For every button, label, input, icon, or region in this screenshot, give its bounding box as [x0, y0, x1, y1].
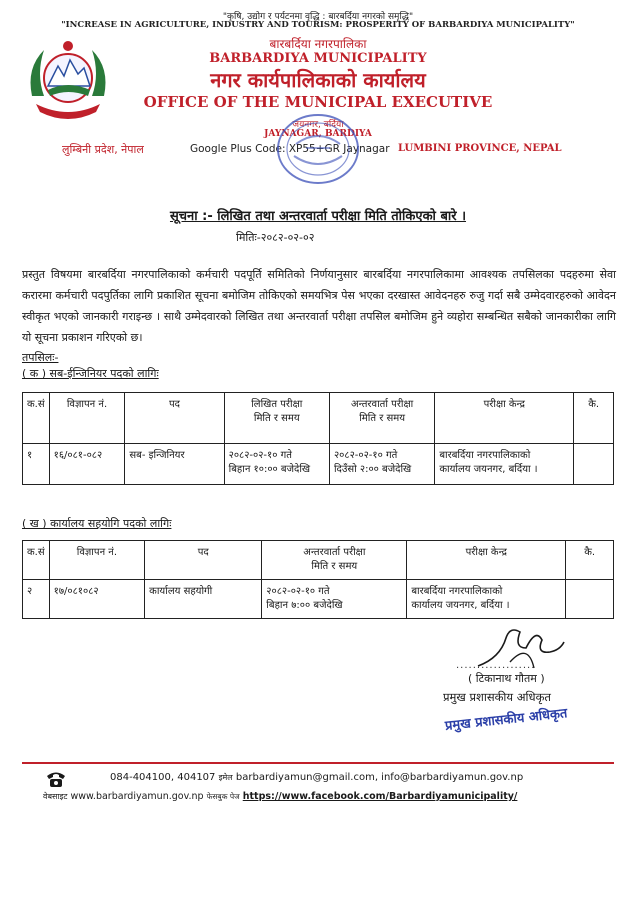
- section-b-heading: ( ख ) कार्यालय सहयोगि पदको लागिः: [22, 517, 172, 530]
- footer-email[interactable]: barbardiyamun@gmail.com, info@barbardiyamun.gov.np: [235, 772, 524, 783]
- cell-post: कार्यालय सहयोगी: [145, 580, 262, 619]
- slogan-english: "INCREASE IN AGRICULTURE, INDUSTRY AND TOURISM: PROSPERITY OF BARBARDIYA MUNICIPALITY": [61, 20, 575, 30]
- footer-email-label: इमेल: [218, 773, 233, 782]
- col-sn: क.सं: [23, 393, 50, 444]
- slogan-nepali: "कृषि, उद्योग र पर्यटनमा वृद्धि : बारबर्दिया नगरको समृद्धि": [222, 12, 414, 22]
- col-remarks: कै.: [574, 393, 614, 444]
- office-name-nepali: नगर कार्यपालिकाको कार्यालय: [210, 68, 426, 92]
- signatory-name: ( टिकानाथ गौतम ): [468, 672, 545, 685]
- annex-label: तपसिलः-: [22, 351, 59, 364]
- center-line-1: बारबर्दिया नगरपालिकाको: [411, 586, 503, 597]
- interview-exam-label: अन्तरवार्ता परीक्षा: [303, 547, 366, 558]
- footer-web-line: [43, 791, 517, 802]
- col-interview-exam: [329, 393, 434, 444]
- municipality-name-english: BARBARDIYA MUNICIPALITY: [209, 51, 427, 66]
- place-english: JAYNAGAR, BARDIYA: [264, 129, 372, 139]
- cell-interview-exam: [329, 444, 434, 485]
- col-exam-center: परीक्षा केन्द्र: [407, 541, 566, 580]
- center-line-2: कार्यालय जयनगर, बर्दिया ।: [411, 600, 510, 611]
- section-a-heading: ( क ) सब-ईन्जिनियर पदको लागिः: [22, 367, 159, 380]
- cell-ad-no: १७/०८१०८२: [49, 580, 145, 619]
- interview-time: दिउँसो २:०० बजेदेखि: [333, 464, 412, 475]
- col-post: पद: [125, 393, 224, 444]
- footer-facebook-link[interactable]: https://www.facebook.com/Barbardiyamunicipality/: [242, 791, 518, 802]
- cell-exam-center: [407, 580, 566, 619]
- center-line-1: बारबर्दिया नगरपालिकाको: [439, 450, 531, 461]
- cell-remarks: [566, 580, 614, 619]
- cell-interview-exam: [262, 580, 407, 619]
- table-row: [23, 444, 614, 485]
- interview-exam-sub: मिति र समय: [359, 413, 406, 424]
- cell-written-exam: [224, 444, 329, 485]
- footer-website-label: वेबसाइट: [43, 792, 68, 801]
- footer-facebook-label: फेसबुक पेज: [206, 792, 240, 801]
- col-ad-no: विज्ञापन नं.: [49, 393, 125, 444]
- notice-body: प्रस्तुत विषयमा बारबर्दिया नगरपालिकाको कर्मचारी पदपूर्ति समितिको निर्णयानुसार बारबर्दिया नगरपालिकामा आवश्यक तपसिलका पदहरुमा सेवा करारमा कर्मचारी पदपुर्तिका लागि प्रकाशित सूचना बमोजिम तोकिएको समयभित्र पेस भएका दरखास्त आवेदनहरु रुजु गर्दा सबै उम्मेदवारहरुको आवेदन स्वीकृत भएको जानकारी गराइन्छ । साथै उम्मेदवारको लिखित तथा अन्तरवार्ता परीक्षा तपसिल बमोजिम हुने व्यहोरा सम्बन्धित सबैको जानकारीका लागि यो सूचना प्रकाशन गरिएको छ।: [22, 268, 616, 344]
- table-sub-engineer: [22, 392, 614, 485]
- cell-exam-center: [435, 444, 574, 485]
- footer-divider: [22, 762, 614, 764]
- written-time: बिहान १०:०० बजेदेखि: [228, 464, 311, 475]
- table-header-row: [23, 393, 614, 444]
- interview-time: बिहान ७:०० बजेदेखि: [266, 600, 343, 611]
- cell-sn: १: [23, 444, 50, 485]
- signature-dotted-line: ...................: [456, 660, 536, 671]
- written-exam-label: लिखित परीक्षा: [251, 399, 303, 410]
- interview-date: २०८२-०२-१० गते: [333, 450, 398, 461]
- telephone-icon: [45, 770, 67, 788]
- municipality-name-nepali: बारबर्दिया नगरपालिका: [269, 37, 367, 51]
- cell-remarks: [574, 444, 614, 485]
- post-stamp: प्रमुख प्रशासकीय अधिकृत: [444, 706, 569, 734]
- col-post: पद: [145, 541, 262, 580]
- col-sn: क.सं: [23, 541, 50, 580]
- written-exam-sub: मिति र समय: [253, 413, 300, 424]
- signatory-post: प्रमुख प्रशासकीय अधिकृत: [443, 690, 551, 704]
- notice-title: सूचना :- लिखित तथा अन्तरवार्ता परीक्षा मिति तोकिएको बारे ।: [169, 209, 467, 224]
- center-line-2: कार्यालय जयनगर, बर्दिया ।: [439, 464, 538, 475]
- cell-ad-no: १६/०८१-०८२: [49, 444, 125, 485]
- col-interview-exam: [262, 541, 407, 580]
- notice-date: मितिः-२०८२-०२-०२: [236, 231, 315, 244]
- round-stamp-icon: [272, 110, 364, 188]
- place-nepali: जयनगर, बर्दिया: [292, 120, 344, 130]
- google-plus-code: Google Plus Code: XP55+GR Jaynagar: [190, 143, 390, 155]
- interview-exam-sub: मिति र समय: [311, 561, 358, 572]
- office-name-english: OFFICE OF THE MUNICIPAL EXECUTIVE: [143, 93, 493, 111]
- col-remarks: कै.: [566, 541, 614, 580]
- province-english: LUMBINI PROVINCE, NEPAL: [398, 143, 562, 154]
- footer-contact-line: [110, 772, 523, 783]
- col-exam-center: परीक्षा केन्द्र: [435, 393, 574, 444]
- interview-date: २०८२-०२-१० गते: [266, 586, 330, 597]
- interview-exam-label: अन्तरवार्ता परीक्षा: [351, 399, 414, 410]
- footer-phone: 084-404100, 404107: [110, 772, 216, 783]
- table-row: [23, 580, 614, 619]
- footer-website[interactable]: www.barbardiyamun.gov.np: [70, 791, 204, 802]
- table-header-row: [23, 541, 614, 580]
- written-date: २०८२-०२-१० गते: [228, 450, 292, 461]
- col-ad-no: विज्ञापन नं.: [49, 541, 145, 580]
- province-nepali: लुम्बिनी प्रदेश, नेपाल: [62, 143, 144, 156]
- cell-post: सब- इन्जिनियर: [125, 444, 224, 485]
- col-written-exam: [224, 393, 329, 444]
- cell-sn: २: [23, 580, 50, 619]
- table-office-helper: [22, 540, 614, 619]
